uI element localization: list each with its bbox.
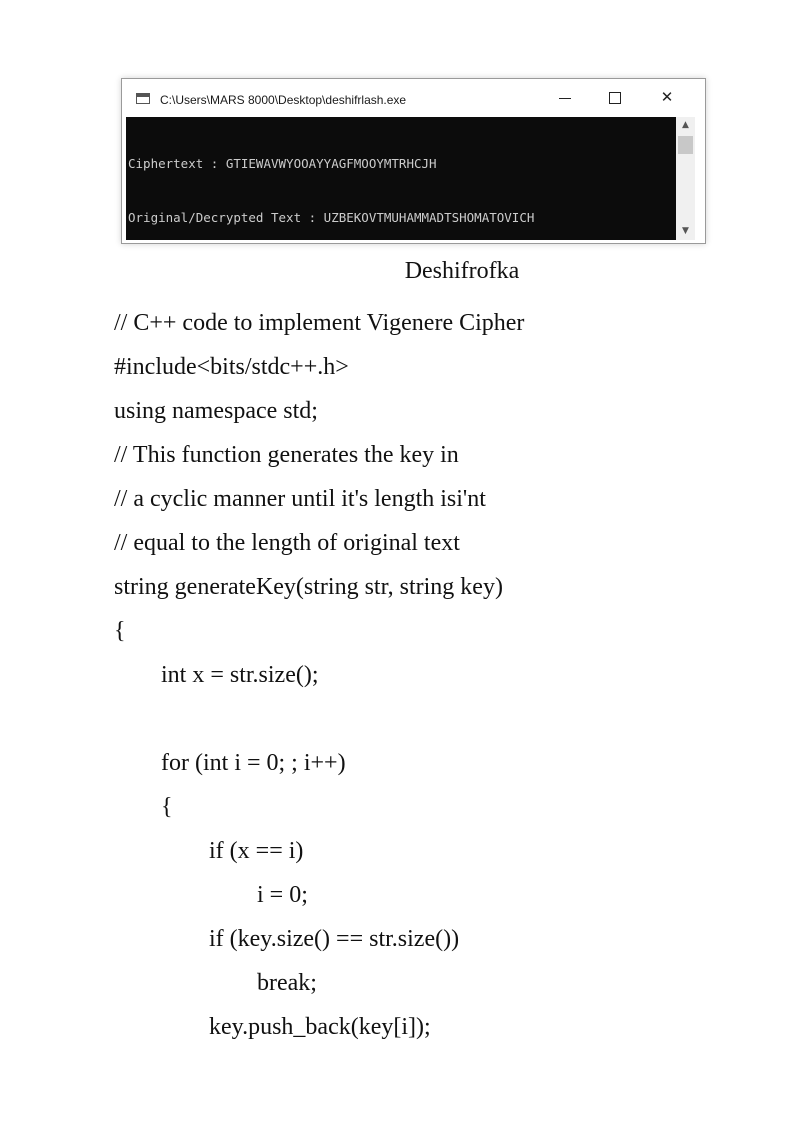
code-line: break; [257,970,317,996]
code-line: for (int i = 0; ; i++) [161,750,346,776]
console-line-decrypted: Original/Decrypted Text : UZBEKOVTMUHAMMADTSHOMATOVICH [128,210,535,225]
vertical-scrollbar[interactable] [676,117,695,240]
minimize-icon [559,98,571,99]
code-listing [114,301,524,1049]
maximize-icon [609,92,621,104]
code-line: i = 0; [257,882,308,908]
code-line: string generateKey(string str, string key) [114,574,503,600]
console-window [121,78,706,244]
console-output[interactable] [126,117,676,240]
maximize-button[interactable] [592,85,638,111]
code-line: key.push_back(key[i]); [209,1014,431,1040]
code-line: using namespace std; [114,398,318,424]
figure-caption: Deshifrofka [404,258,520,284]
code-line: // a cyclic manner until it's length isi'nt [114,486,486,512]
scrollbar-thumb[interactable] [678,136,693,154]
window-titlebar[interactable] [122,79,705,117]
code-line: { [114,618,126,644]
code-line: int x = str.size(); [161,662,319,688]
console-line-ciphertext: Ciphertext : GTIEWAVWYOOAYYAGFMOOYMTRHCJH [128,156,437,171]
code-line: // C++ code to implement Vigenere Cipher [114,310,525,336]
close-button[interactable] [644,85,690,111]
code-line: // This function generates the key in [114,442,459,468]
window-title: C:\Users\MARS 8000\Desktop\deshifrlash.exe [160,93,407,107]
code-line-blank [114,697,524,741]
code-line: if (x == i) [209,838,304,864]
minimize-button[interactable] [542,85,588,111]
code-line: if (key.size() == str.size()) [209,926,460,952]
scroll-down-arrow-icon[interactable]: ▼ [682,226,689,236]
scroll-up-arrow-icon[interactable]: ▲ [682,120,689,130]
close-icon: ✕ [660,89,674,106]
code-line: // equal to the length of original text [114,530,460,556]
console-app-icon [136,93,150,104]
code-line: { [161,794,173,820]
code-line: #include<bits/stdc++.h> [114,354,349,380]
